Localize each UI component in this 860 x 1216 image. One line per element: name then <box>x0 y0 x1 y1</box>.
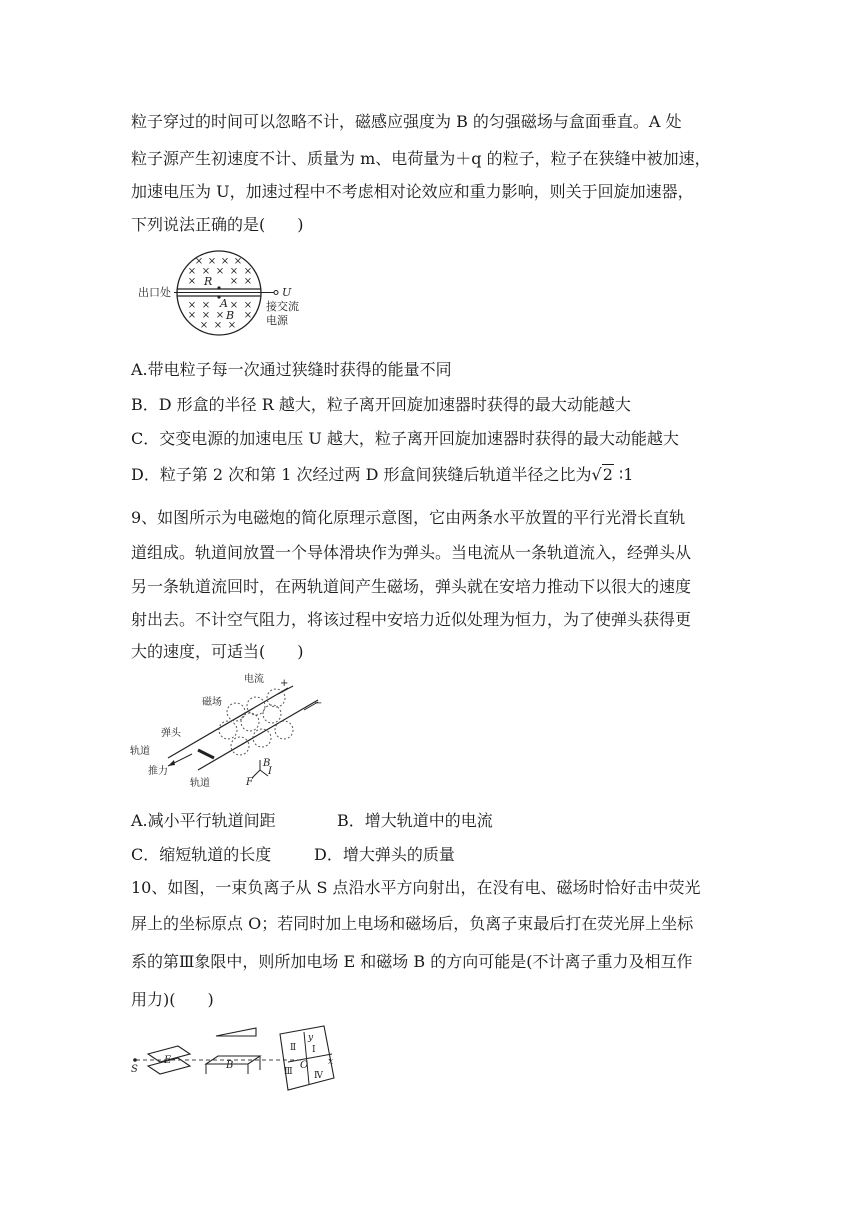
q10-stem-line-2: 屏上的坐标原点 O；若同时加上电场和磁场后，负离子束最后打在荧光屏上坐标 <box>131 914 694 933</box>
svg-text:×: × <box>220 256 230 267</box>
b-label: B <box>226 1060 234 1071</box>
q8-stem-line-3: 加速电压为 U，加速过程中不考虑相对论效应和重力影响，则关于回旋加速器， <box>131 182 694 201</box>
thrust-label: 推力 <box>148 766 168 777</box>
svg-text:×: × <box>215 310 225 321</box>
q9-stem-line-1: 9、如图所示为电磁炮的简化原理示意图，它由两条水平放置的平行光滑长直轨 <box>131 508 686 527</box>
quadrant-2-label: Ⅱ <box>290 1043 297 1053</box>
svg-text:×: × <box>187 300 197 311</box>
svg-text:×: × <box>201 266 211 277</box>
y-axis-label: y <box>308 1033 314 1043</box>
q8-option-c: C．交变电源的加速电压 U 越大，粒子离开回旋加速器时获得的最大动能越大 <box>131 429 679 448</box>
q9-stem-line-5: 大的速度，可适当( ) <box>131 642 304 661</box>
svg-text:×: × <box>215 266 225 277</box>
q9-option-a-text: A.减小平行轨道间距 <box>131 811 276 830</box>
i-label: I <box>268 766 272 777</box>
svg-text:×: × <box>194 256 204 267</box>
voltage-label: U <box>282 286 292 299</box>
quadrant-3-label: Ⅲ <box>284 1067 293 1077</box>
x-axis-label: x <box>328 1057 334 1067</box>
q10-stem-line-4: 用力)( ) <box>131 990 214 1009</box>
minus-sign: − <box>314 698 323 709</box>
svg-text:×: × <box>229 300 239 311</box>
s-label: S <box>131 1064 138 1075</box>
field-label: B <box>226 309 235 322</box>
rail-label-left: 轨道 <box>130 746 150 757</box>
svg-text:×: × <box>227 320 237 331</box>
svg-text:×: × <box>207 256 217 267</box>
origin-label: O <box>300 1060 309 1071</box>
svg-text:×: × <box>243 266 253 277</box>
q8-option-d <box>131 465 633 485</box>
svg-text:×: × <box>243 310 253 321</box>
svg-text:×: × <box>187 310 197 321</box>
radius-label: R <box>204 275 213 288</box>
svg-text:×: × <box>233 256 243 267</box>
cyclotron-figure <box>134 248 304 340</box>
q9-option-b-text: B．增大轨道中的电流 <box>337 811 493 830</box>
sqrt-radicand: 2 <box>602 465 613 484</box>
quadrant-1-label: Ⅰ <box>312 1045 316 1055</box>
q9-option-c <box>131 845 455 865</box>
e-label: E <box>164 1055 172 1066</box>
q9-option-a <box>131 811 493 831</box>
svg-text:×: × <box>243 300 253 311</box>
svg-text:×: × <box>243 276 253 287</box>
sqrt-symbol: √2 <box>591 465 613 484</box>
plus-sign: + <box>280 678 289 689</box>
svg-text:×: × <box>201 310 211 321</box>
svg-text:×: × <box>187 266 197 277</box>
source-label: A <box>220 297 228 310</box>
q10-stem-line-1: 10、如图，一束负离子从 S 点沿水平方向射出，在没有电、磁场时恰好击中荧光 <box>131 878 701 897</box>
railgun-figure <box>128 670 328 788</box>
b-label: B <box>263 758 271 769</box>
q8-stem-line-2: 粒子源产生初速度不计、质量为 m、电荷量为＋q 的粒子，粒子在狭缝中被加速， <box>131 149 711 168</box>
svg-text:×: × <box>213 320 223 331</box>
q9-stem-line-2: 道组成。轨道间放置一个导体滑块作为弹头。当电流从一条轨道流入，经弹头从 <box>131 543 692 562</box>
svg-text:×: × <box>229 266 239 277</box>
ac-label-2: 电源 <box>266 314 288 327</box>
rail-label-bottom: 轨道 <box>190 778 210 788</box>
q8-option-b: B．D 形盒的半径 R 越大，粒子离开回旋加速器时获得的最大动能越大 <box>131 395 631 414</box>
q8-option-d-text: D．粒子第 2 次和第 1 次经过两 D 形盒间狭缝后轨道半径之比为 <box>131 465 592 484</box>
svg-text:×: × <box>199 320 209 331</box>
q9-stem-line-4: 射出去。不计空气阻力，将该过程中安培力近似处理为恒力，为了使弹头获得更 <box>131 610 692 629</box>
q8-option-a: A.带电粒子每一次通过狭缝时获得的能量不同 <box>131 360 452 379</box>
q8-stem-line-1: 粒子穿过的时间可以忽略不计，磁感应强度为 B 的匀强磁场与盒面垂直。A 处 <box>131 112 682 131</box>
q9-stem-line-3: 另一条轨道流回时，在两轨道间产生磁场，弹头就在安培力推动下以很大的速度 <box>131 577 692 596</box>
f-label: F <box>246 777 253 788</box>
current-label: 电流 <box>244 674 264 685</box>
deflection-figure <box>128 1018 342 1092</box>
q8-stem-line-4: 下列说法正确的是( ) <box>131 215 304 234</box>
q9-option-d-text: D．增大弹头的质量 <box>314 845 455 864</box>
quadrant-4-label: Ⅳ <box>314 1071 323 1081</box>
q10-stem-line-3: 系的第Ⅲ象限中，则所加电场 E 和磁场 B 的方向可能是(不计离子重力及相互作 <box>131 952 693 971</box>
q8-option-d-ratio: ∶1 <box>619 465 634 484</box>
q9-option-c-text: C．缩短轨道的长度 <box>131 845 272 864</box>
svg-text:×: × <box>229 276 239 287</box>
ac-label-1: 接交流 <box>266 300 299 313</box>
field-label: 磁场 <box>202 697 222 708</box>
exit-label: 出口处 <box>138 286 171 299</box>
bullet-label: 弹头 <box>161 728 181 739</box>
svg-text:×: × <box>187 276 197 287</box>
svg-text:×: × <box>201 300 211 311</box>
